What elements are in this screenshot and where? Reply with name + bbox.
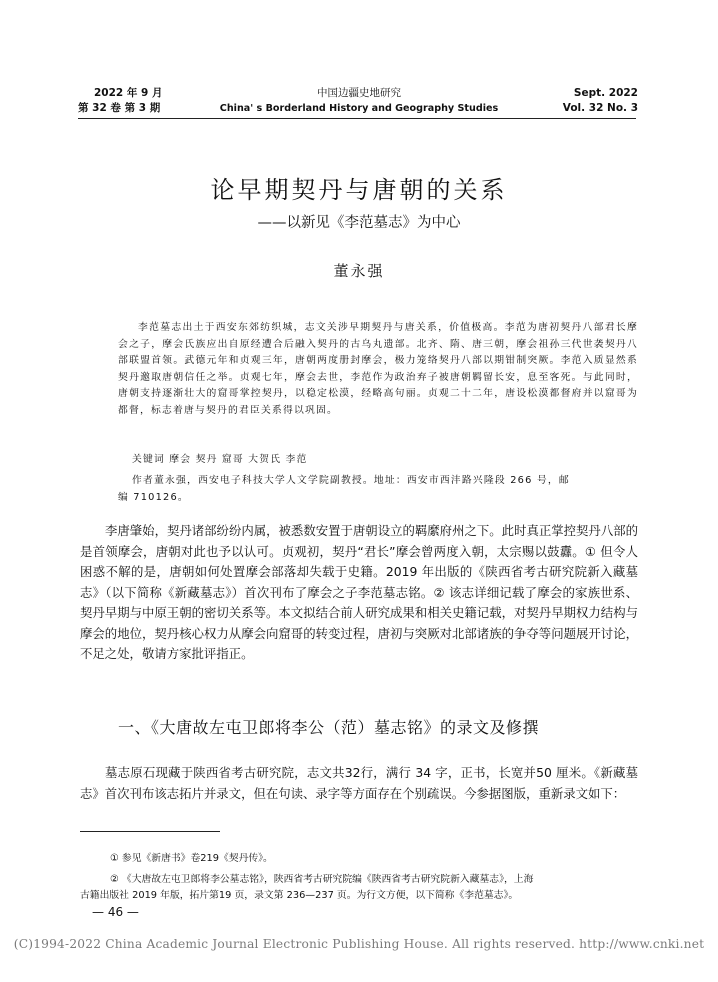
abstract-text: 李范墓志出土于西安东郊纺织城，志文关涉早期契丹与唐关系，价值极高。李范为唐初契丹八部君长摩会之子，摩会氏族应出自原经遭合后融入契丹的古乌丸遗部。北齐、隋、唐三朝，摩会祖孙三代世袭契丹八部联盟首领。武德元年和贞观三年，唐朝两度册封摩会，极力笼络契丹八部以期钳制突厥。李范入质显然系契丹邀取唐朝信任之举。贞观七年，摩会去世，李范作为政治弃子被唐朝羁留长安，息至客死。与此同时，唐朝支持逐渐壮大的窟哥掌控契丹，以稳定松漠，经略高句丽。贞观二十二年，唐设松漠都督府并以窟哥为都督，标志着唐与契丹的君臣关系得以巩固。 — [118, 322, 638, 416]
section-paragraph: 墓志原石现藏于陕西省考古研究院，志文共32行，满行 34 字，正书，长宽并50 厘米。《新藏墓志》首次刊布该志拓片并录文，但在句读、录字等方面存在个别疏误。今参据图版，重新录文如下： — [80, 765, 638, 801]
journal-title-cn: 中国边疆史地研究 — [317, 87, 401, 99]
copyright-notice: (C)1994-2022 China Academic Journal Electronic Publishing House. All rights reserved. http://www.cnki.net — [13, 937, 705, 951]
volume-issue: 第 32 卷 第 3 期 — [78, 102, 161, 114]
page-number: — 46 — — [92, 905, 139, 919]
intro-section — [80, 521, 638, 665]
footnote-1: ① 参见《新唐书》卷219《契丹传》。 — [110, 853, 273, 864]
keywords: 关键词 摩会 契丹 窟哥 大贺氏 李范 — [132, 454, 308, 465]
header-left — [78, 86, 163, 116]
article-title: 论早期契丹与唐朝的关系 — [210, 176, 508, 204]
author-name: 董永强 — [333, 262, 385, 280]
journal-title-en: China' s Borderland History and Geography Studies — [219, 103, 499, 114]
article-subtitle: ——以新见《李范墓志》为中心 — [257, 215, 461, 231]
volume-issue-en: Vol. 32 No. 3 — [562, 102, 638, 114]
header-center — [200, 86, 518, 116]
author-info — [118, 473, 638, 506]
section-heading: 一、《大唐故左屯卫郎将李公（范）墓志铭》的录文及修撰 — [118, 718, 540, 737]
footnote-2-cont: 古籍出版社 2019 年版，拓片第19 页，录文第 236—237 页。为行文方便，以下简称《李范墓志》。 — [80, 890, 519, 901]
author-info-line2: 编 710126。 — [118, 491, 189, 503]
abstract — [118, 320, 638, 419]
header-right — [560, 86, 638, 116]
issue-date-en: Sept. 2022 — [573, 87, 638, 99]
intro-paragraph: 李唐肇始，契丹诸部纷纷内属，被悉数安置于唐朝设立的羁縻府州之下。此时真正掌控契丹八部的是首领摩会，唐朝对此也予以认可。贞观初，契丹“君长”摩会曾两度入朝，太宗赐以鼓纛。① 但令人困惑不解的是，唐朝如何处置摩会部落却失载于史籍。2019 年出版的《陕西省考古研究院新入藏墓志》（以下简称《新藏墓志》）首次刊布了摩会之子李范墓志铭。② 该志详细记载了摩会的家族世系、契丹早期与中原王朝的密切关系等。本文拟结合前人研究成果和相关史籍记载，对契丹早期权力结构与摩会的地位，契丹核心权力从摩会向窟哥的转变过程，唐初与突厥对北部诸族的争夺等问题展开讨论，不足之处，敬请方家批评指正。 — [80, 523, 638, 661]
author-info-line1: 作者董永强，西安电子科技大学人文学院副教授。地址：西安市西沣路兴隆段 266 号，邮 — [132, 475, 570, 486]
footnote-rule — [80, 831, 220, 832]
header-rule — [78, 118, 636, 119]
section-one — [80, 763, 638, 804]
footnote-2: ② 《大唐故左屯卫郎将李公墓志铭》，陕西省考古研究院编《陕西省考古研究院新入藏墓志》，上海 — [110, 874, 534, 885]
issue-date: 2022 年 9 月 — [94, 87, 163, 99]
